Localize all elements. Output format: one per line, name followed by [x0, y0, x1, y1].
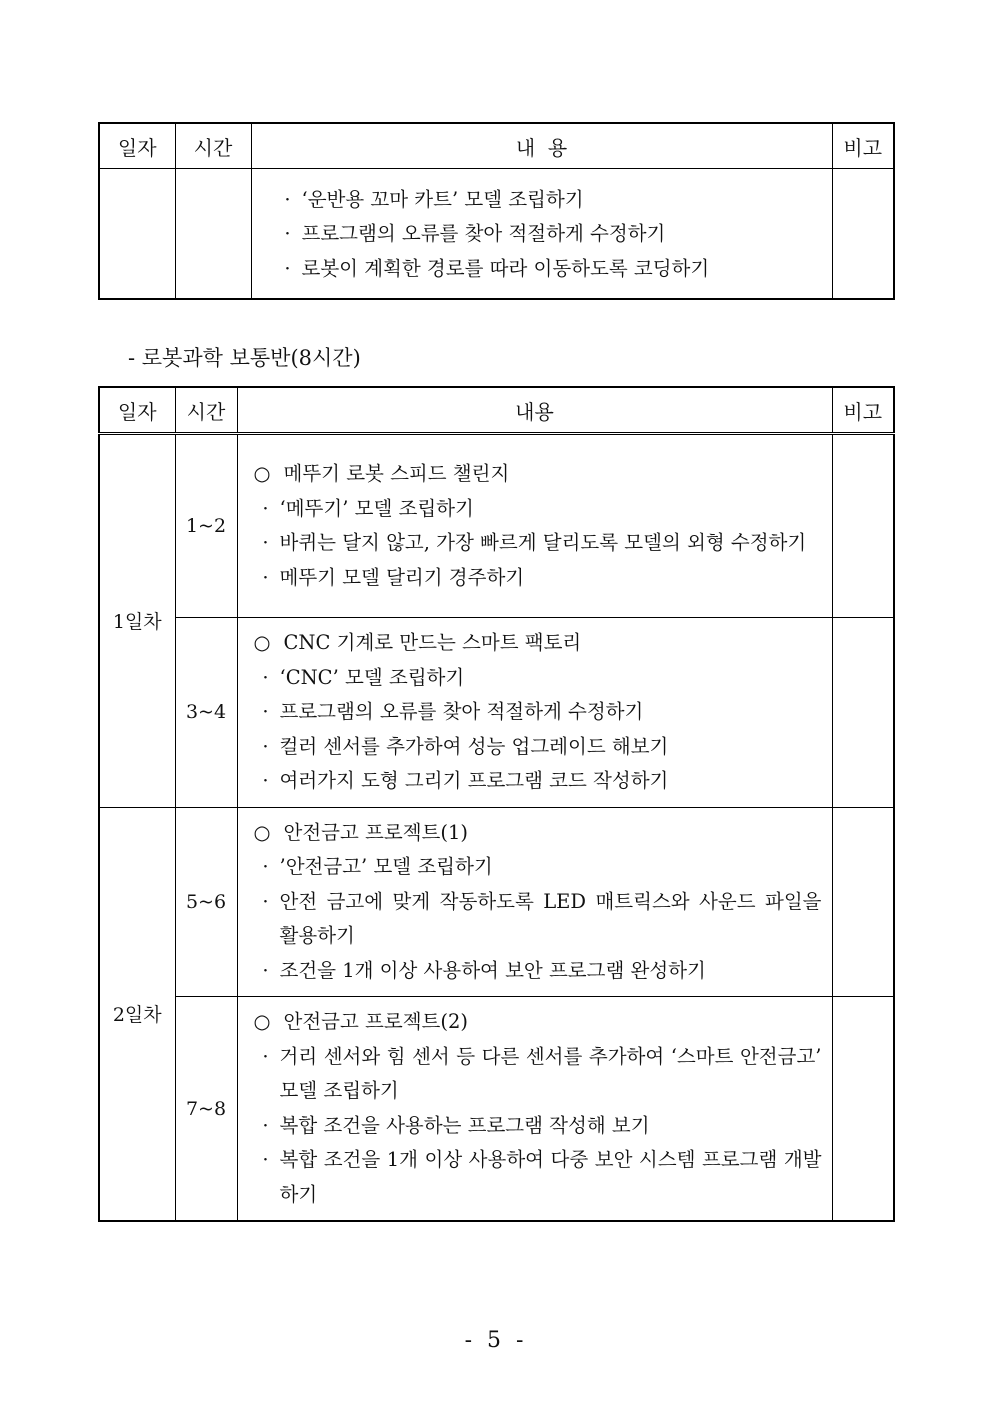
time-cell: 3~4 [175, 618, 237, 808]
bullet-mark: · [262, 1044, 269, 1068]
note-cell [832, 997, 894, 1222]
item-text: 여러가지 도형 그리기 프로그램 코드 작성하기 [279, 769, 669, 792]
item-text: 거리 센서와 힘 센서 등 다른 센서를 추가하여 ‘스마트 안전금고’ 모델 조립하기 [279, 1044, 822, 1102]
day-cell: 2일차 [99, 807, 175, 1221]
header-note: 비고 [832, 387, 894, 434]
bullet-mark: · [262, 1148, 269, 1171]
section-title: - 로봇과학 보통반(8시간) [128, 346, 361, 370]
item-text: ‘메뚜기’ 모델 조립하기 [279, 496, 474, 520]
schedule-table [98, 386, 895, 1222]
session-title-text: CNC 기계로 만드는 스마트 팩토리 [283, 631, 582, 654]
header-note: 비고 [832, 123, 894, 169]
circle-mark: ○ [253, 462, 271, 485]
item-text: ’안전금고’ 모델 조립하기 [279, 855, 493, 878]
session-title-text: 메뚜기 로봇 스피드 챌린지 [283, 462, 510, 485]
session-title [252, 816, 822, 851]
item-text: 컬러 센서를 추가하여 성능 업그레이드 해보기 [279, 734, 669, 758]
content-cell [237, 618, 832, 808]
note-cell [832, 807, 894, 997]
table-row [99, 618, 894, 808]
table-row [99, 169, 894, 299]
item-text: 조건을 1개 이상 사용하여 보안 프로그램 완성하기 [279, 958, 706, 982]
item-text: ‘CNC’ 모델 조립하기 [279, 665, 465, 689]
day-cell: 1일차 [99, 434, 175, 808]
header-content: 내용 [237, 387, 832, 434]
table-row [99, 434, 894, 618]
session-title [252, 457, 822, 492]
bullet-mark: · [262, 769, 269, 792]
list-item [252, 764, 822, 799]
bullet-mark: · [262, 700, 269, 723]
item-text: ‘운반용 꼬마 카트’ 모델 조립하기 [301, 187, 584, 211]
note-cell [832, 169, 894, 299]
item-text: 로봇이 계획한 경로를 따라 이동하도록 코딩하기 [301, 256, 710, 280]
list-item [252, 526, 822, 561]
note-cell [832, 434, 894, 618]
schedule-table-continued [98, 122, 895, 300]
bullet-mark: · [262, 889, 269, 913]
list-item [252, 850, 822, 885]
list-item [274, 252, 822, 287]
list-item [252, 492, 822, 527]
list-item [252, 730, 822, 765]
header-content: 내 용 [251, 123, 832, 169]
circle-mark: ○ [253, 820, 271, 844]
bullet-mark: · [262, 565, 269, 589]
bullet-mark: · [262, 665, 269, 689]
header-date: 일자 [99, 123, 175, 169]
bullet-mark: · [262, 958, 269, 982]
session-title [252, 626, 822, 661]
list-item [252, 1143, 822, 1212]
table-row [99, 807, 894, 997]
header-time: 시간 [175, 387, 237, 434]
list-item [252, 1109, 822, 1144]
bullet-mark: · [284, 187, 291, 211]
list-item [252, 1040, 822, 1109]
time-cell: 5~6 [175, 807, 237, 997]
bullet-mark: · [262, 734, 269, 758]
table-header-row [99, 123, 894, 169]
item-text: 메뚜기 모델 달리기 경주하기 [279, 565, 525, 589]
circle-mark: ○ [253, 631, 271, 654]
list-item [252, 885, 822, 954]
session-title-text: 안전금고 프로젝트(1) [283, 820, 469, 844]
content-cell [237, 807, 832, 997]
header-time: 시간 [175, 123, 251, 169]
session-title-text: 안전금고 프로젝트(2) [283, 1010, 469, 1033]
item-text: 프로그램의 오류를 찾아 적절하게 수정하기 [279, 700, 644, 723]
time-cell: 1~2 [175, 434, 237, 618]
content-cell [251, 169, 832, 299]
day-cell [99, 169, 175, 299]
time-cell [175, 169, 251, 299]
header-date: 일자 [99, 387, 175, 434]
bullet-mark: · [262, 1113, 269, 1137]
list-item [252, 561, 822, 596]
item-text: 프로그램의 오류를 찾아 적절하게 수정하기 [301, 222, 666, 245]
note-cell [832, 618, 894, 808]
list-item [252, 695, 822, 730]
item-text: 복합 조건을 사용하는 프로그램 작성해 보기 [279, 1113, 650, 1137]
item-text: 복합 조건을 1개 이상 사용하여 다중 보안 시스템 프로그램 개발하기 [279, 1148, 822, 1206]
page-number: - 5 - [464, 1328, 528, 1353]
list-item [274, 183, 822, 218]
time-cell: 7~8 [175, 997, 237, 1222]
session-title [252, 1005, 822, 1040]
content-cell [237, 997, 832, 1222]
item-text: 바퀴는 달지 않고, 가장 빠르게 달리도록 모델의 외형 수정하기 [279, 531, 807, 554]
item-text: 안전 금고에 맞게 작동하도록 LED 매트릭스와 사운드 파일을 활용하기 [279, 889, 822, 947]
content-cell [237, 434, 832, 618]
list-item [252, 661, 822, 696]
list-item [274, 217, 822, 252]
list-item [252, 954, 822, 989]
bullet-mark: · [262, 496, 269, 520]
table-row [99, 997, 894, 1222]
bullet-mark: · [262, 531, 269, 554]
table-header-row [99, 387, 894, 434]
bullet-mark: · [284, 256, 291, 280]
bullet-mark: · [284, 222, 291, 245]
circle-mark: ○ [253, 1010, 271, 1033]
bullet-mark: · [262, 855, 269, 878]
